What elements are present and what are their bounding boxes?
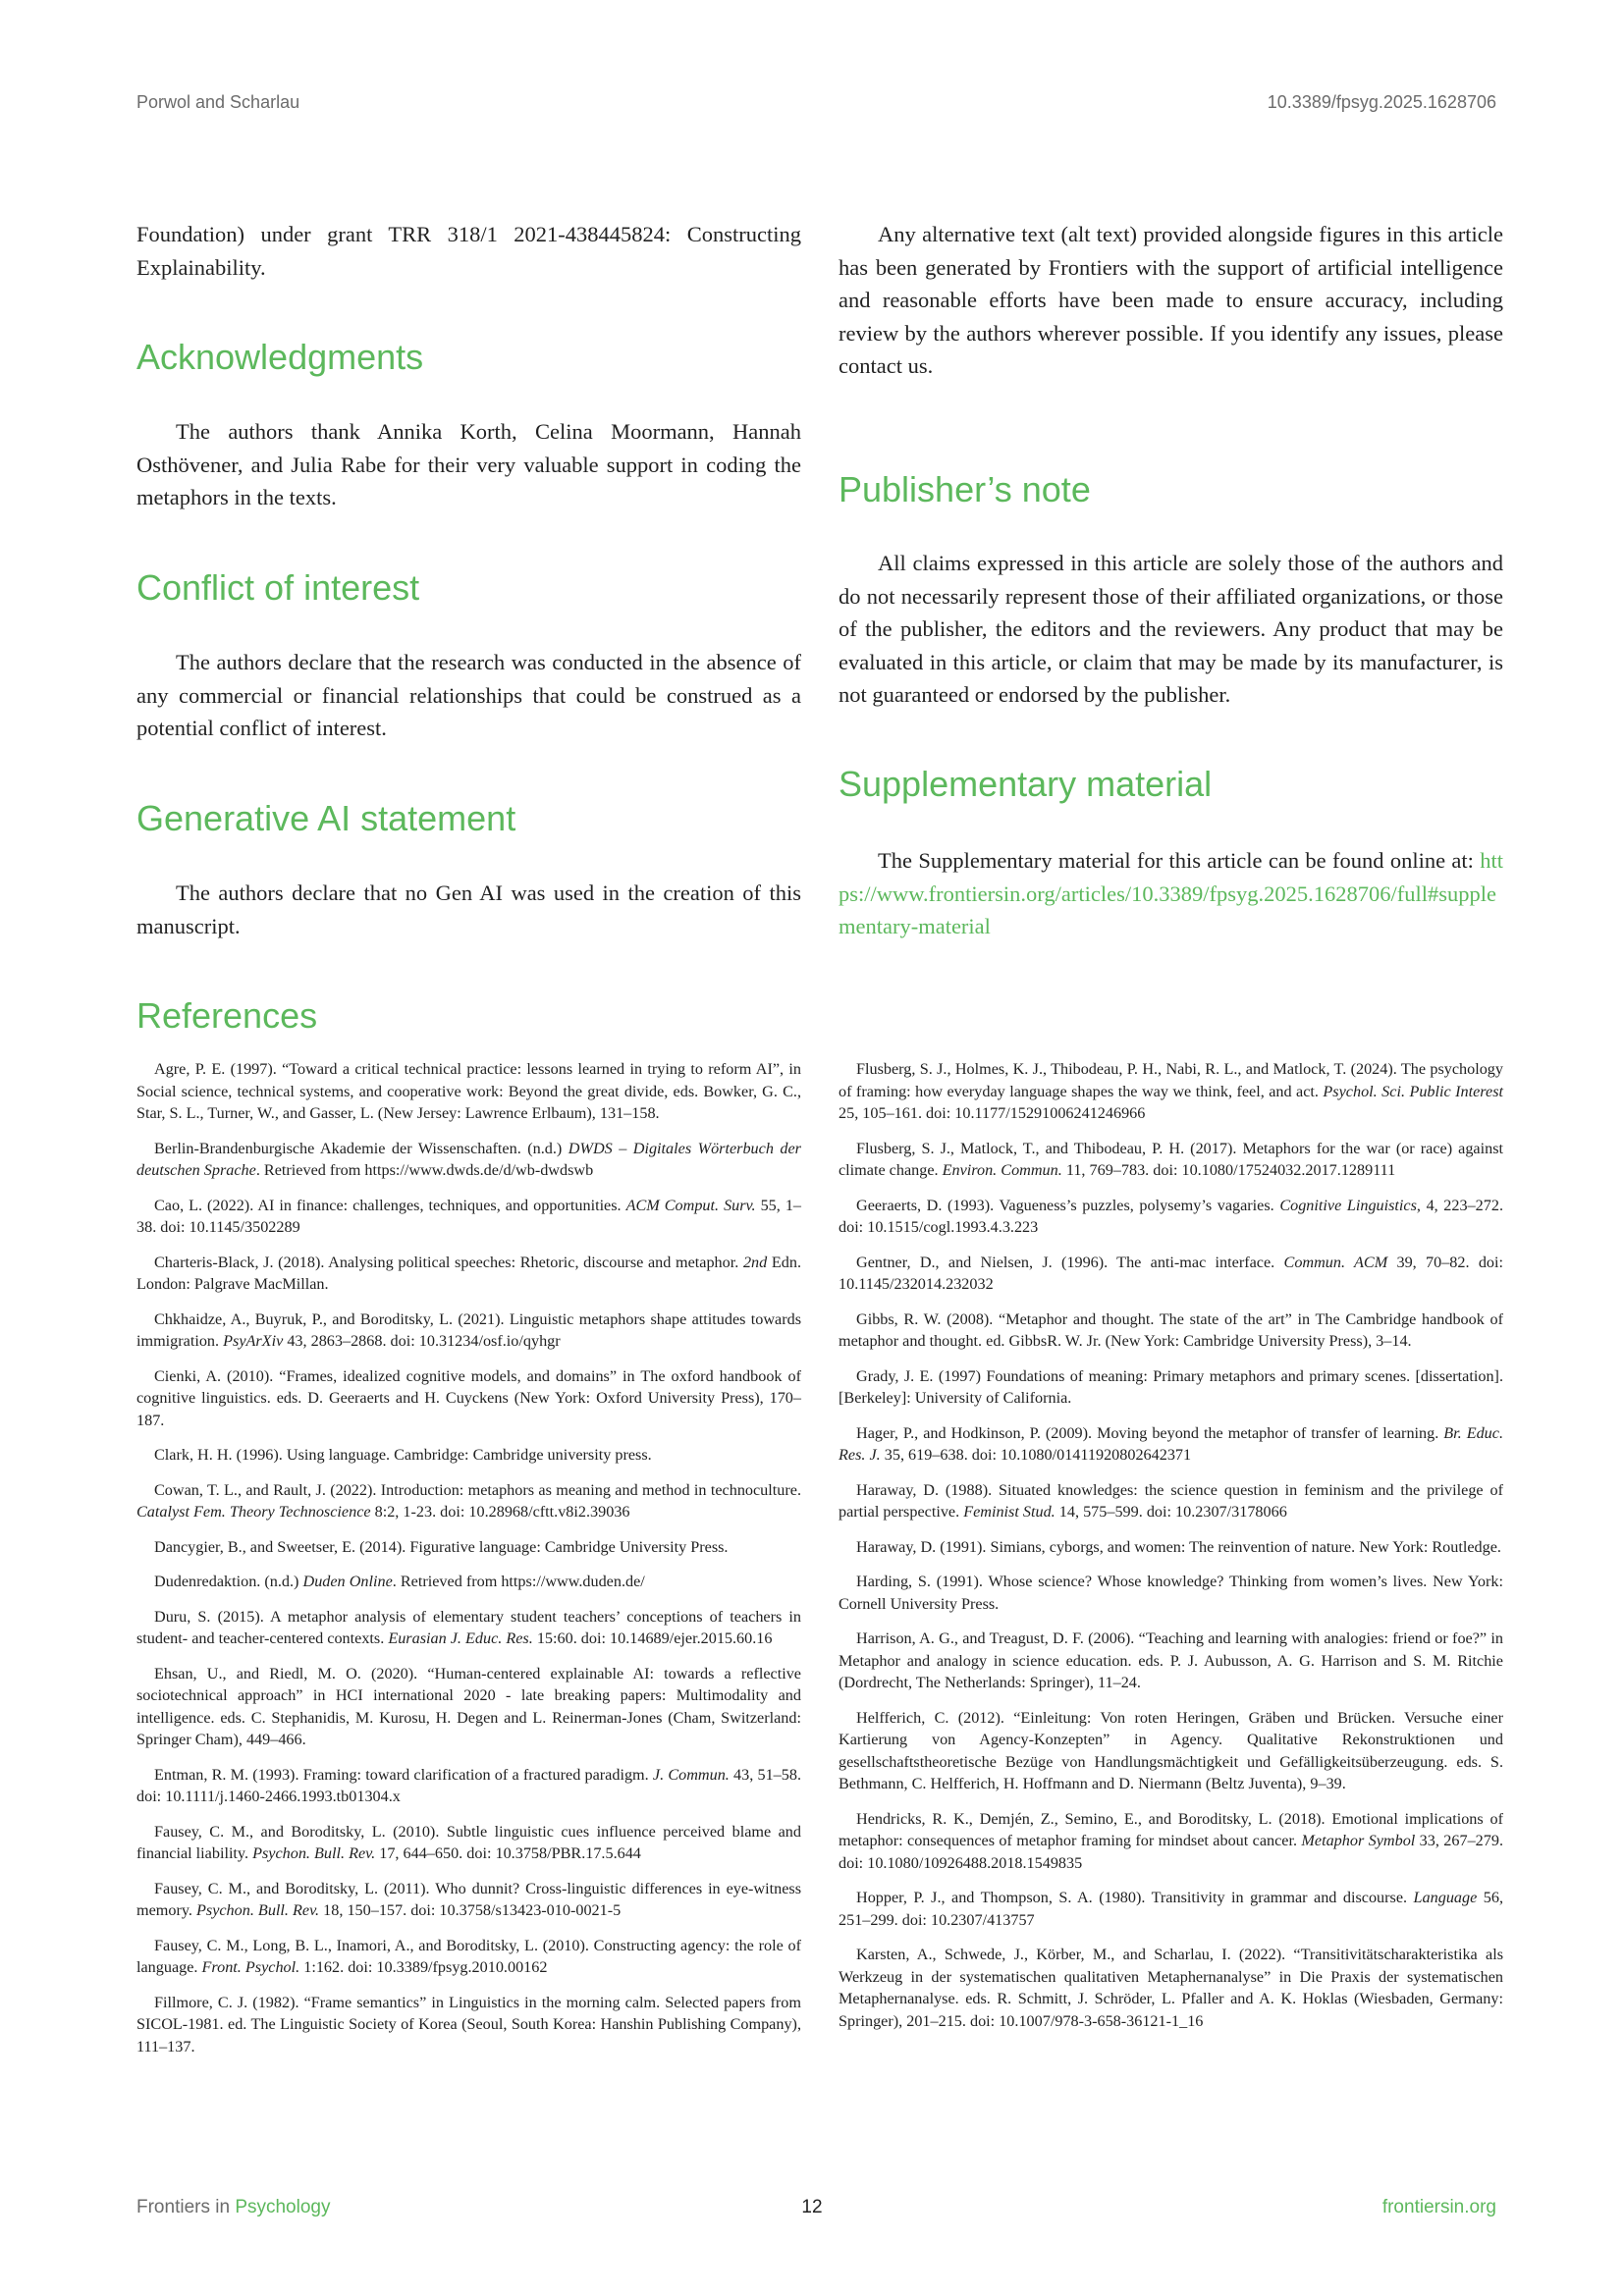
supplementary-text <box>839 844 1503 943</box>
acknowledgments-text: The authors thank Annika Korth, Celina Moormann, Hannah Osthövener, and Julia Rabe for their very valuable support in coding the metaphors in the texts. <box>136 419 801 509</box>
reference-text: Hager, P., and Hodkinson, P. (2009). Moving beyond the metaphor of transfer of learning. <box>856 1423 1444 1442</box>
reference-source-title: Metaphor Symbol <box>1301 1832 1416 1849</box>
reference-source-title: J. Commun. <box>652 1765 730 1784</box>
reference-entry <box>136 1663 801 1751</box>
supplementary-link[interactable]: https://www.frontiersin.org/articles/10.3389/fpsyg.2025.1628706/full#supplementary-material <box>839 848 1503 938</box>
reference-source-title: Language <box>1413 1889 1478 1906</box>
reference-text: Geeraerts, D. (1993). Vagueness’s puzzles, polysemy’s vagaries. <box>856 1196 1280 1214</box>
reference-text: Flusberg, S. J., Holmes, K. J., Thibodeau, P. H., Nabi, R. L., and Matlock, T. (2024). The psychology of framing: how everyday language shapes the way we think, feel, and act. <box>839 1060 1503 1100</box>
reference-text: Haraway, D. (1988). Situated knowledges: the science question in feminism and the privilege of partial perspective. <box>839 1480 1503 1521</box>
reference-details: 8:2, 1-23. doi: 10.28968/cftt.v8i2.39036 <box>370 1503 630 1521</box>
reference-entry <box>839 1058 1503 1125</box>
running-header-authors: Porwol and Scharlau <box>136 92 300 112</box>
reference-details: 25, 105–161. doi: 10.1177/15291006241246966 <box>839 1104 1146 1122</box>
reference-entry <box>136 1935 801 1979</box>
reference-details: Edn. London: Palgrave MacMillan. <box>136 1253 801 1293</box>
reference-details: 43, 2863–2868. doi: 10.31234/osf.io/qyhgr <box>283 1332 561 1350</box>
publisher-note-heading: Publisher’s note <box>839 469 1091 509</box>
reference-entry <box>136 1195 801 1239</box>
reference-entry <box>839 1808 1503 1875</box>
reference-entry <box>839 1308 1503 1353</box>
reference-text: Fausey, C. M., Long, B. L., Inamori, A., and Boroditsky, L. (2010). Constructing agency: the role of language. <box>136 1936 801 1976</box>
supplementary-heading: Supplementary material <box>839 764 1213 804</box>
reference-text: Berlin-Brandenburgische Akademie der Wissenschaften. (n.d.) <box>154 1139 568 1157</box>
references-heading: References <box>136 995 318 1036</box>
publisher-note-text: All claims expressed in this article are solely those of the authors and do not necessarily represent those of their affiliated organizations, or those of the publisher, the editors and the reviewers. Any product that may be evaluated in this article, or claim that may be made by its manufacturer, is not guaranteed or endorsed by the publisher. <box>839 551 1503 707</box>
reference-details: 33, 267–279. doi: 10.1080/10926488.2018.1549835 <box>839 1832 1504 1872</box>
reference-text: Hopper, P. J., and Thompson, S. A. (1980). Transitivity in grammar and discourse. <box>856 1889 1414 1906</box>
reference-entry <box>136 1878 801 1922</box>
reference-text: Cowan, T. L., and Rault, J. (2022). Introduction: metaphors as meaning and method in technoculture. <box>154 1480 801 1499</box>
reference-text: Grady, J. E. (1997) Foundations of meaning: Primary metaphors and primary scenes. [dissertation]. [Berkeley]: University of California. <box>839 1366 1503 1407</box>
reference-details: 14, 575–599. doi: 10.2307/3178066 <box>1055 1503 1287 1521</box>
reference-text: Fausey, C. M., and Boroditsky, L. (2010). Subtle linguistic cues influence perceived blame and financial liability. <box>136 1822 801 1862</box>
reference-details: 15:60. doi: 10.14689/ejer.2015.60.16 <box>532 1629 773 1647</box>
reference-source-title: Front. Psychol. <box>201 1958 300 1976</box>
genai-text: The authors declare that no Gen AI was used in the creation of this manuscript. <box>136 881 801 938</box>
reference-details: . Retrieved from https://www.duden.de/ <box>392 1573 645 1590</box>
reference-entry <box>136 1058 801 1125</box>
reference-entry <box>839 1138 1503 1182</box>
conflict-heading: Conflict of interest <box>136 567 420 608</box>
reference-text: Fausey, C. M., and Boroditsky, L. (2011). Who dunnit? Cross-linguistic differences in eye-witness memory. <box>136 1879 801 1919</box>
reference-text: Harrison, A. G., and Treagust, D. F. (2006). “Teaching and learning with analogies: friend or foe?” in Metaphor and analogy in science education. eds. P. J. Aubusson, A. G. Harrison and S. M. Ritchie (Dordrecht, The Netherlands: Springer), 11–24. <box>839 1629 1503 1691</box>
reference-entry <box>136 1571 801 1593</box>
reference-text: Cienki, A. (2010). “Frames, idealized cognitive models, and domains” in The oxford handbook of cognitive linguistics. eds. D. Geeraerts and H. Cuyckens (New York: Oxford University Press), 170–187. <box>136 1366 801 1429</box>
reference-entry <box>839 1252 1503 1296</box>
reference-text: Gentner, D., and Nielsen, J. (1996). The anti-mac interface. <box>856 1253 1284 1271</box>
reference-text: Dudenredaktion. (n.d.) <box>154 1573 303 1590</box>
reference-source-title: Feminist Stud. <box>963 1503 1056 1521</box>
reference-text: Fillmore, C. J. (1982). “Frame semantics” in Linguistics in the morning calm. Selected papers from SICOL-1981. ed. The Linguistic Society of Korea (Seoul, South Korea: Hanshin Publishing Company), 111–137. <box>136 1993 801 2056</box>
conflict-text: The authors declare that the research was conducted in the absence of any commercial or financial relationships that could be construed as a potential conflict of interest. <box>136 650 801 740</box>
reference-source-title: Duden Online <box>302 1573 393 1590</box>
reference-entry <box>136 1479 801 1523</box>
reference-entry <box>136 1365 801 1432</box>
reference-source-title: Br. Educ. Res. J. <box>839 1423 1503 1464</box>
alt-text-statement: Any alternative text (alt text) provided alongside figures in this article has been generated by Frontiers with the support of artificial intelligence and reasonable efforts have been made to ensure accuracy, including review by the authors wherever possible. If you identify any issues, please contact us. <box>839 222 1503 378</box>
reference-source-title: PsyArXiv <box>223 1332 284 1350</box>
reference-entry <box>136 1252 801 1296</box>
reference-source-title: Cognitive Linguistics <box>1279 1196 1417 1214</box>
reference-text: Charteris-Black, J. (2018). Analysing political speeches: Rhetoric, discourse and metaphor. <box>154 1253 743 1271</box>
reference-source-title: Psychon. Bull. Rev. <box>252 1844 376 1862</box>
reference-entry <box>839 1887 1503 1931</box>
reference-entry <box>136 1536 801 1559</box>
footer-journal-name: Psychology <box>235 2197 331 2217</box>
reference-entry <box>839 1628 1503 1694</box>
reference-details: , 4, 223–272. doi: 10.1515/cogl.1993.4.3.223 <box>839 1196 1504 1236</box>
reference-details: 39, 70–82. doi: 10.1145/232014.232032 <box>839 1253 1504 1293</box>
reference-entry <box>839 1365 1503 1410</box>
reference-source-title: Environ. Commun. <box>942 1161 1062 1179</box>
reference-source-title: Commun. ACM <box>1283 1253 1388 1271</box>
reference-details: 17, 644–650. doi: 10.3758/PBR.17.5.644 <box>375 1844 641 1862</box>
page-number: 12 <box>801 2197 823 2217</box>
reference-text: Hendricks, R. K., Demjén, Z., Semino, E., and Boroditsky, L. (2018). Emotional implications of metaphor: consequences of metaphor framing for mindset about cancer. <box>839 1809 1503 1849</box>
reference-text: Clark, H. H. (1996). Using language. Cambridge: Cambridge university press. <box>154 1446 652 1464</box>
reference-text: Chkhaidze, A., Buyruk, P., and Boroditsky, L. (2021). Linguistic metaphors shape attitudes towards immigration. <box>136 1309 801 1350</box>
acknowledgments-heading: Acknowledgments <box>136 337 424 377</box>
reference-text: Haraway, D. (1991). Simians, cyborgs, and women: The reinvention of nature. New York: Routledge. <box>856 1537 1501 1556</box>
reference-entry <box>136 1138 801 1182</box>
reference-source-title: Catalyst Fem. Theory Technoscience <box>136 1503 371 1521</box>
reference-entry <box>839 1536 1503 1559</box>
reference-details: 56, 251–299. doi: 10.2307/413757 <box>839 1889 1503 1929</box>
reference-entry <box>839 1479 1503 1523</box>
reference-entry <box>136 1764 801 1808</box>
reference-entry <box>839 1422 1503 1467</box>
reference-text: Gibbs, R. W. (2008). “Metaphor and thought. The state of the art” in The Cambridge handbook of metaphor and thought. ed. GibbsR. W. Jr. (New York: Cambridge University Press), 3–14. <box>839 1309 1503 1350</box>
reference-entry <box>136 1444 801 1467</box>
reference-source-title: 2nd <box>742 1253 768 1271</box>
reference-details: 18, 150–157. doi: 10.3758/s13423-010-0021-5 <box>319 1901 622 1919</box>
reference-details: 35, 619–638. doi: 10.1080/01411920802642371 <box>880 1446 1192 1464</box>
reference-text: Flusberg, S. J., Matlock, T., and Thibodeau, P. H. (2017). Metaphors for the war (or race) against climate change. <box>839 1139 1503 1179</box>
reference-text: Ehsan, U., and Riedl, M. O. (2020). “Human-centered explainable AI: towards a reflective sociotechnical approach” in HCI international 2020 - late breaking papers: Multimodality and intelligence. eds. C. Stephanidis, M. Kurosu, H. Degen and L. Reinerman-Jones (Cham, Switzerland: Springer Cham), 449–466. <box>136 1664 801 1748</box>
references-right-list <box>839 1058 1503 2045</box>
reference-details: 55, 1–38. doi: 10.1145/3502289 <box>136 1196 802 1236</box>
reference-text: Karsten, A., Schwede, J., Körber, M., and Scharlau, I. (2022). “Transitivitätscharakteristika als Werkzeug in der systematischen qualitativen Metaphernanalyse” in Die Praxis der systematischen Metaphernanalyse. eds. R. Schmitt, J. Schröder, L. Pfaller and A. K. Hoklas (Wiesbaden, Germany: Springer), 201–215. doi: 10.1007/978-3-658-36121-1_16 <box>839 1946 1503 2030</box>
reference-text: Helfferich, C. (2012). “Einleitung: Von roten Heringen, Gräben und Brücken. Versuche einer Kartierung von Agency-Konzepten” in Agency. Qualitative Rekonstruktionen und gesellschaftstheoretische Bezüge von Handlungsmächtigkeit und Gefälligkeitsüberzeugung. eds. S. Bethmann, C. Helfferich, H. Hoffmann and D. Niermann (Beltz Juventa), 9–39. <box>839 1708 1503 1792</box>
reference-entry <box>136 1821 801 1865</box>
reference-source-title: DWDS – Digitales Wörterbuch der deutschen Sprache <box>136 1139 801 1179</box>
footer-journal-prefix: Frontiers in <box>136 2197 236 2217</box>
reference-text: Dancygier, B., and Sweetser, E. (2014). Figurative language: Cambridge University Press. <box>154 1537 729 1556</box>
reference-text: Cao, L. (2022). AI in finance: challenges, techniques, and opportunities. <box>154 1196 626 1214</box>
reference-source-title: Eurasian J. Educ. Res. <box>388 1629 533 1647</box>
reference-source-title: ACM Comput. Surv. <box>625 1196 756 1214</box>
reference-details: 11, 769–783. doi: 10.1080/17524032.2017.1289111 <box>1061 1161 1396 1179</box>
reference-entry <box>136 1992 801 2058</box>
reference-source-title: Psychol. Sci. Public Interest <box>1323 1082 1503 1100</box>
reference-details: 1:162. doi: 10.3389/fpsyg.2010.00162 <box>299 1958 548 1976</box>
funding-continuation: Foundation) under grant TRR 318/1 2021-438445824: Constructing Explainability. <box>136 222 801 280</box>
references-left-list <box>136 1058 801 2070</box>
reference-entry <box>839 1707 1503 1795</box>
reference-source-title: Psychon. Bull. Rev. <box>196 1901 320 1919</box>
genai-heading: Generative AI statement <box>136 798 516 838</box>
reference-entry <box>839 1944 1503 2032</box>
reference-text: Duru, S. (2015). A metaphor analysis of elementary student teachers’ conceptions of teachers in student- and teacher-centered contexts. <box>136 1607 801 1647</box>
reference-entry <box>136 1308 801 1353</box>
running-header-doi: 10.3389/fpsyg.2025.1628706 <box>1267 92 1496 112</box>
reference-text: Agre, P. E. (1997). “Toward a critical technical practice: lessons learned in trying to reform AI”, in Social science, technical systems, and cooperative work: Beyond the great divide, eds. Bowker, G. C., Star, S. L., Turner, W., and Gasser, L. (New Jersey: Lawrence Erlbaum), 131–158. <box>136 1060 801 1122</box>
supplementary-prefix: The Supplementary material for this article can be found online at: <box>878 848 1481 873</box>
footer-site-link[interactable]: frontiersin.org <box>1381 2197 1496 2217</box>
reference-entry <box>136 1606 801 1650</box>
reference-details: 43, 51–58. doi: 10.1111/j.1460-2466.1993.tb01304.x <box>136 1765 802 1805</box>
reference-details: . Retrieved from https://www.dwds.de/d/wb-dwdswb <box>255 1161 594 1179</box>
reference-text: Entman, R. M. (1993). Framing: toward clarification of a fractured paradigm. <box>154 1765 653 1784</box>
reference-entry <box>839 1571 1503 1615</box>
reference-text: Harding, S. (1991). Whose science? Whose knowledge? Thinking from women’s lives. New York: Cornell University Press. <box>839 1573 1503 1613</box>
reference-entry <box>839 1195 1503 1239</box>
